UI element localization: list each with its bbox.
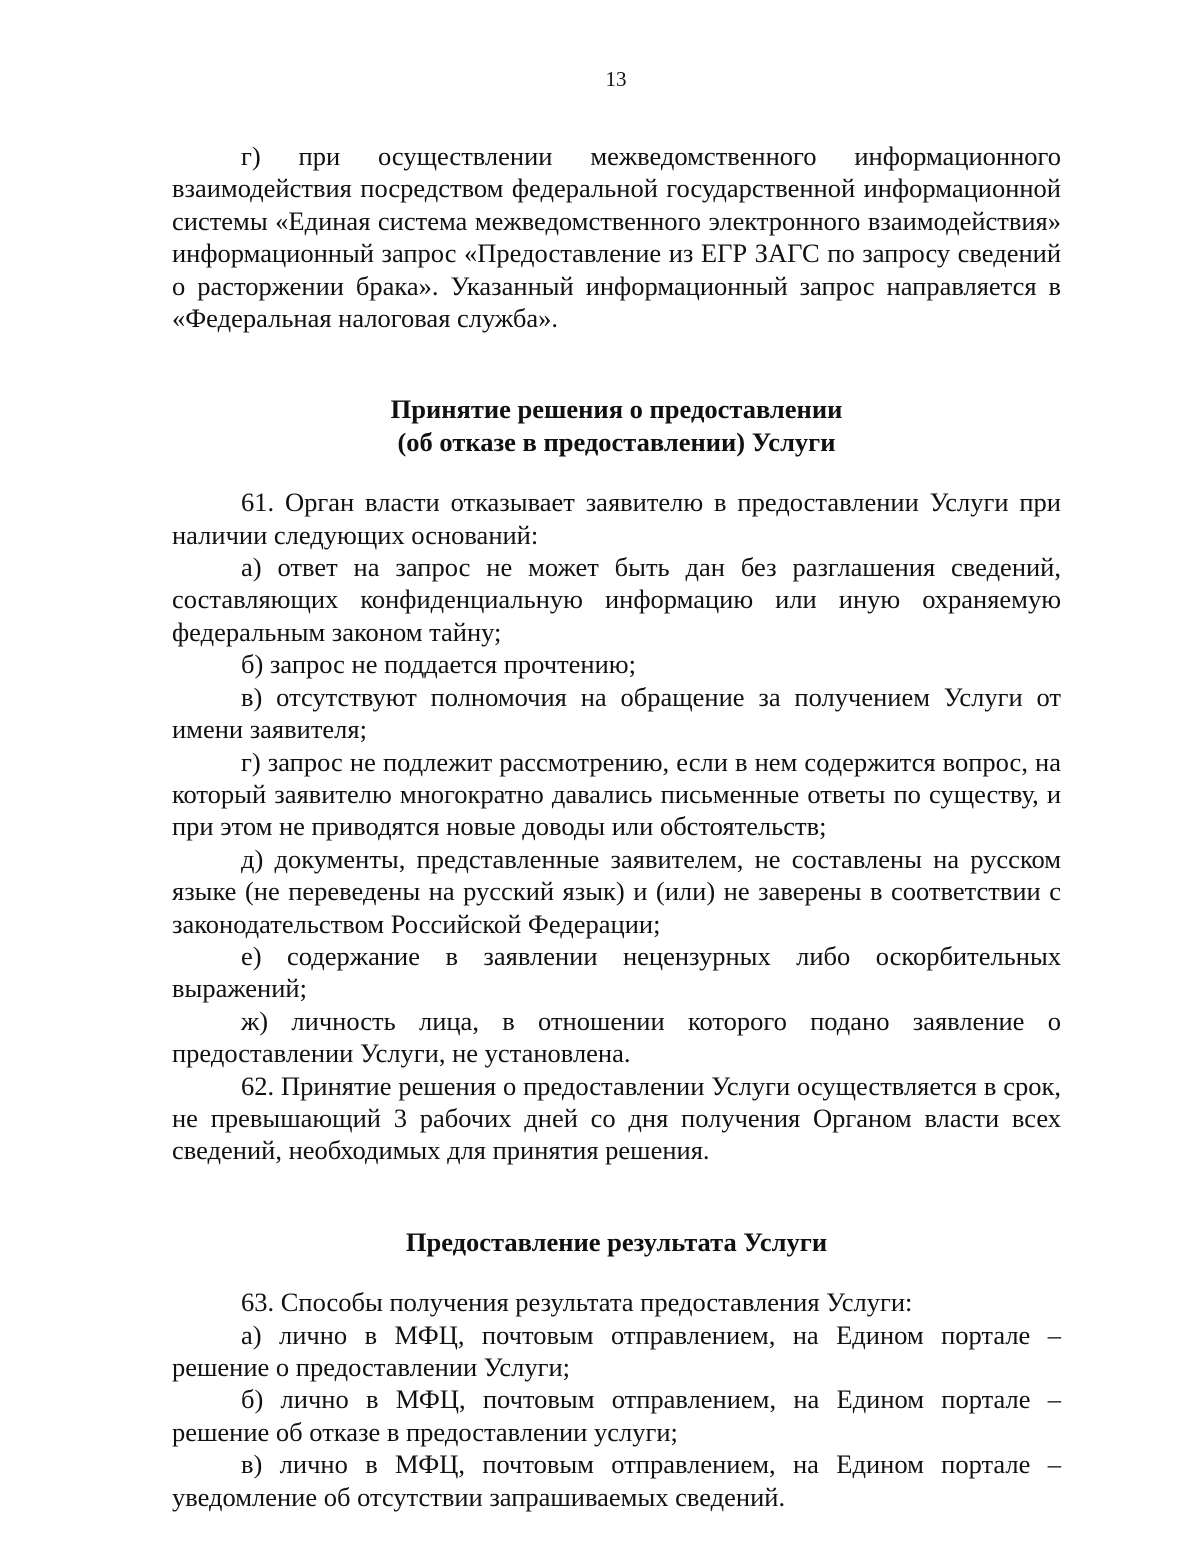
page-content <box>172 140 1061 1513</box>
result-item-a: а) лично в МФЦ, почтовым отправлением, на Едином портале – решение о предоставлении Услуги; <box>172 1319 1061 1382</box>
list-item-g: г) запрос не подлежит рассмотрению, если в нем содержится вопрос, на который заявителю многократно давались письменные ответы по существу, и при этом не приводятся новые доводы или обстоятельств; <box>172 746 1061 842</box>
list-item-b: б) запрос не поддается прочтению; <box>241 649 636 680</box>
result-item-b: б) лично в МФЦ, почтовым отправлением, на Едином портале – решение об отказе в предоставлении услуги; <box>172 1384 1061 1447</box>
list-item-a: а) ответ на запрос не может быть дан без разглашения сведений, составляющих конфиденциальную информацию или иную охраняемую федеральным законом тайну; <box>172 552 1061 647</box>
paragraph-62: 62. Принятие решения о предоставлении Услуги осуществляется в срок, не превышающий 3 рабочих дней со дня получения Органом власти всех сведений, необходимых для принятия решения. <box>172 1070 1061 1166</box>
section-heading-line: (об отказе в предоставлении) Услуги <box>397 426 836 457</box>
section-heading-line: Принятие решения о предоставлении <box>390 394 843 425</box>
paragraph-61: 61. Орган власти отказывает заявителю в предоставлении Услуги при наличии следующих оснований: <box>172 487 1061 550</box>
section-heading-result <box>172 1226 1061 1258</box>
section-heading-line: Предоставление результата Услуги <box>405 1226 828 1257</box>
list-item-v: в) отсутствуют полномочия на обращение за получением Услуги от имени заявителя; <box>172 681 1061 745</box>
list-item-d: д) документы, представленные заявителем, не составлены на русском языке (не переведены на русский язык) и (или) не заверены в соответствии с законодательством Российской Федерации; <box>172 843 1061 939</box>
page-number: 13 <box>605 67 627 91</box>
section-heading-decision <box>172 393 1061 458</box>
intro-paragraph: г) при осуществлении межведомственного информационного взаимодействия посредством федеральной государственной информационной системы «Единая система межведомственного электронного взаимодействия» информационный запрос «Предоставление из ЕГР ЗАГС по запросу сведений о расторжении брака». Указанный информационный запрос направляется в «Федеральная налоговая служба». <box>172 141 1061 334</box>
list-item-e: е) содержание в заявлении нецензурных либо оскорбительных выражений; <box>172 940 1061 1004</box>
result-item-v: в) лично в МФЦ, почтовым отправлением, на Едином портале – уведомление об отсутствии запрашиваемых сведений. <box>172 1449 1061 1512</box>
list-item-zh: ж) личность лица, в отношении которого подано заявление о предоставлении Услуги, не установлена. <box>172 1005 1061 1069</box>
paragraph-63: 63. Способы получения результата предоставления Услуги: <box>241 1287 913 1318</box>
